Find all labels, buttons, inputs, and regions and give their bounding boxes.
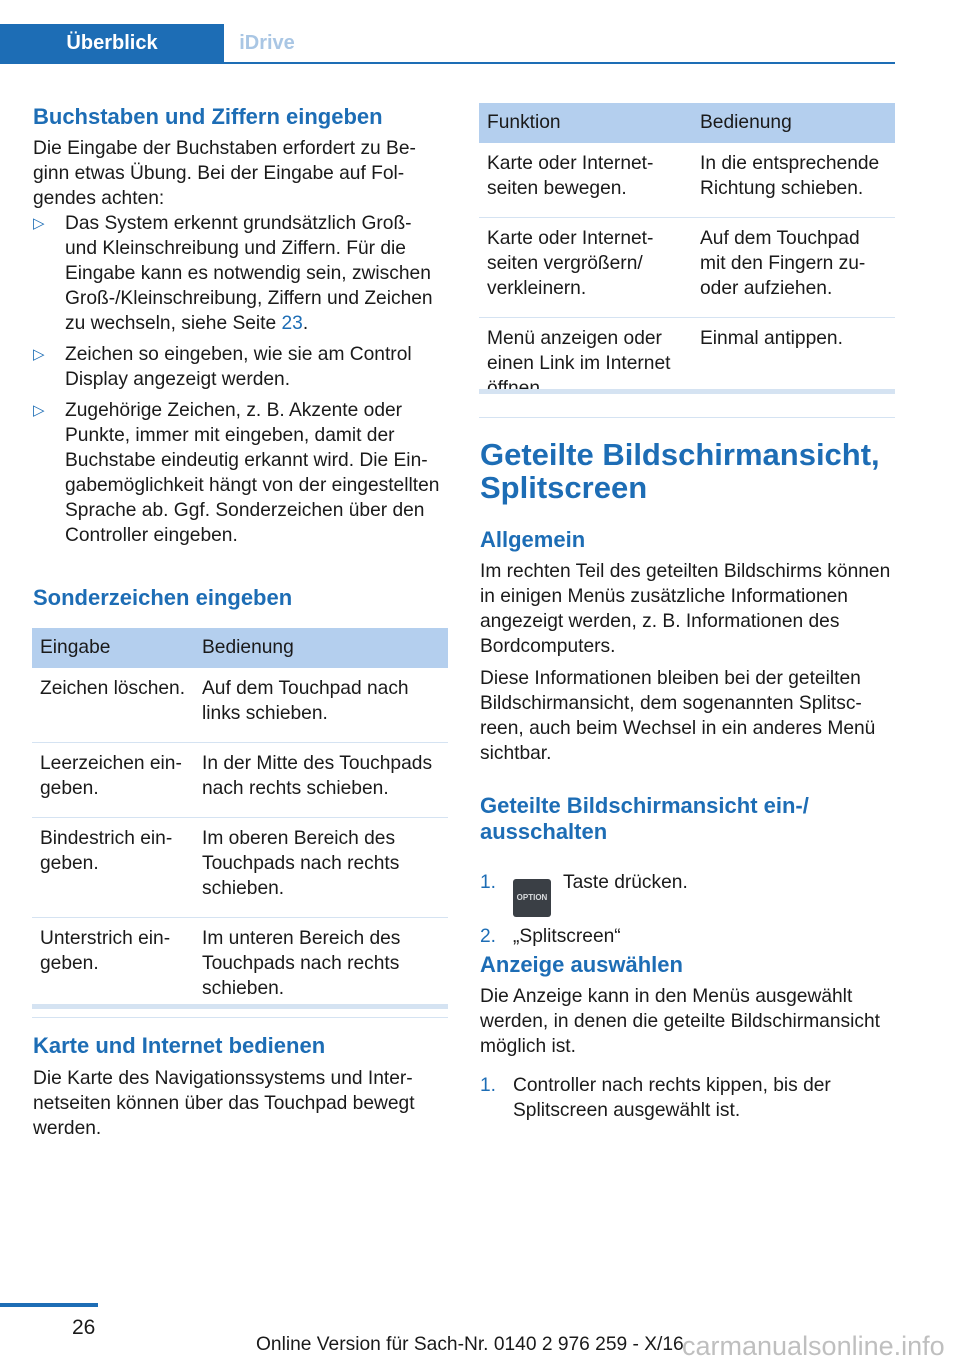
list-item <box>33 211 448 336</box>
table-header-cell: Eingabe <box>32 628 194 668</box>
table-row <box>32 818 448 918</box>
step-number: 2. <box>480 926 497 947</box>
page-link[interactable]: 23 <box>281 313 303 334</box>
bullet-triangle-icon: ▷ <box>33 346 45 363</box>
steps-anzeige <box>480 1073 892 1130</box>
table-cell: Unterstrich eingeben. <box>32 918 194 1018</box>
tab-ueberblick[interactable]: Überblick <box>0 24 224 62</box>
allgemein-paragraph-1: Im rechten Teil des geteilten Bildschirms können in einigen Menüs zusätzliche Informationen angezeigt werden, z. B. Informationen des Bordcomputers. <box>480 561 891 657</box>
table-cell: Zeichen löschen. <box>32 668 194 743</box>
table-header-row <box>479 103 895 143</box>
bullet-text-end: . <box>302 313 309 334</box>
table-end-rule <box>32 1004 448 1009</box>
intro-paragraph: Die Eingabe der Buchstaben erfordert zu Beginn etwas Übung. Bei der Eingabe auf Folgendes achten: <box>33 138 416 209</box>
table-cell: Karte oder Internetseiten vergrößern/ verkleinern. <box>479 218 692 318</box>
table-row <box>479 143 895 218</box>
tab-idrive[interactable]: iDrive <box>239 31 295 54</box>
list-item <box>480 1073 892 1123</box>
anzeige-paragraph: Die Anzeige kann in den Menüs ausgewählt werden, in denen die geteilte Bildschirmansicht möglich ist. <box>480 986 880 1057</box>
header-tabbar <box>0 24 895 64</box>
list-item <box>480 924 892 949</box>
table-row <box>32 918 448 1018</box>
table-cell: Einmal antippen. <box>692 318 895 418</box>
watermark: carmanualsonline.info <box>682 1331 945 1361</box>
table-cell: Menü anzeigen oder einen Link im Internet <box>479 318 692 418</box>
footer-online-version: Online Version für Sach-Nr. 0140 2 976 259 - X/16 <box>256 1334 684 1355</box>
bullet-triangle-icon: ▷ <box>33 402 45 419</box>
table-row <box>479 218 895 318</box>
heading-buchstaben: Buchstaben und Ziffern eingeben <box>33 104 383 129</box>
bullet-text: Das System erkennt grundsätzlich Groß- und Kleinschreibung und Ziffern. Für die Eingabe kann es notwendig sein, zwischen Groß-/Kleinschreibung, Ziffern und Zeichen zu wechseln, siehe Seite <box>65 213 433 334</box>
table-header-cell: Funktion <box>479 103 692 143</box>
page-number-rule <box>0 1303 98 1307</box>
table-row <box>479 318 895 418</box>
allgemein-paragraph-2: Diese Informationen bleiben bei der geteilten Bildschirmansicht, dem sogenannten Splitscreen, auch beim Wechsel in ein anderes Menü sichtbar. <box>480 668 876 764</box>
option-button-icon: OPTION <box>513 879 551 917</box>
step-number: 1. <box>480 872 497 893</box>
funktion-table <box>479 103 895 418</box>
table-end-rule <box>479 389 895 394</box>
heading-karte-internet: Karte und Internet bedienen <box>33 1033 326 1058</box>
table-row <box>32 743 448 818</box>
table-header-row <box>32 628 448 668</box>
karte-paragraph: Die Karte des Navigationssystems und Internetseiten können über das Touchpad bewegt werden. <box>33 1068 415 1139</box>
heading-sonderzeichen: Sonderzeichen eingeben <box>33 585 293 610</box>
table-cell: Im oberen Bereich des Touchpads nach rechts schieben. <box>194 818 448 918</box>
bullet-triangle-icon: ▷ <box>33 215 45 232</box>
list-item <box>480 870 892 917</box>
table-cell: Leerzeichen eingeben. <box>32 743 194 818</box>
table-cell: Bindestrich eingeben. <box>32 818 194 918</box>
table-header-cell: Bedienung <box>194 628 448 668</box>
steps-ein-aus <box>480 870 892 956</box>
table-cell: Im unteren Bereich des Touchpads nach rechts schieben. <box>194 918 448 1018</box>
heading-anzeige-auswaehlen: Anzeige auswählen <box>480 952 683 977</box>
heading-geteilte-bildschirmansicht: Geteilte Bildschirmansicht, Splitscreen <box>480 437 880 505</box>
table-cell: In der Mitte des Touchpads nach rechts schieben. <box>194 743 448 818</box>
list-item <box>33 342 448 392</box>
list-item <box>33 398 448 548</box>
table-cell: Auf dem Touchpad nach links schieben. <box>194 668 448 743</box>
bullet-list <box>33 211 448 554</box>
step-text: „Splitscreen“ <box>513 926 621 947</box>
bullet-text: Zeichen so eingeben, wie sie am Control Display angezeigt werden. <box>65 344 412 390</box>
step-text: Controller nach rechts kippen, bis der Splitscreen ausgewählt ist. <box>513 1075 831 1121</box>
table-cell: Karte oder Internetseiten bewegen. <box>479 143 692 218</box>
sonderzeichen-table <box>32 628 448 1018</box>
heading-allgemein: Allgemein <box>480 527 586 552</box>
heading-ein-ausschalten: Geteilte Bildschirmansicht ein-/ ausschalten <box>480 793 809 844</box>
bullet-text: Zugehörige Zeichen, z. B. Akzente oder Punkte, immer mit eingeben, damit der Buchstabe eindeutig erkannt wird. Die Eingabemöglichkeit hängt von der eingestellten Sprache ab. Ggf. Sonderzeichen über den Controller eingeben. <box>65 400 440 546</box>
table-cell: In die entsprechende Richtung schieben. <box>692 143 895 218</box>
table-header-cell: Bedienung <box>692 103 895 143</box>
page-number: 26 <box>72 1316 96 1339</box>
table-row <box>32 668 448 743</box>
step-text: Taste drücken. <box>563 872 688 893</box>
step-number: 1. <box>480 1075 497 1096</box>
table-cell: Auf dem Touchpad mit den Fingern zu- oder aufziehen. <box>692 218 895 318</box>
